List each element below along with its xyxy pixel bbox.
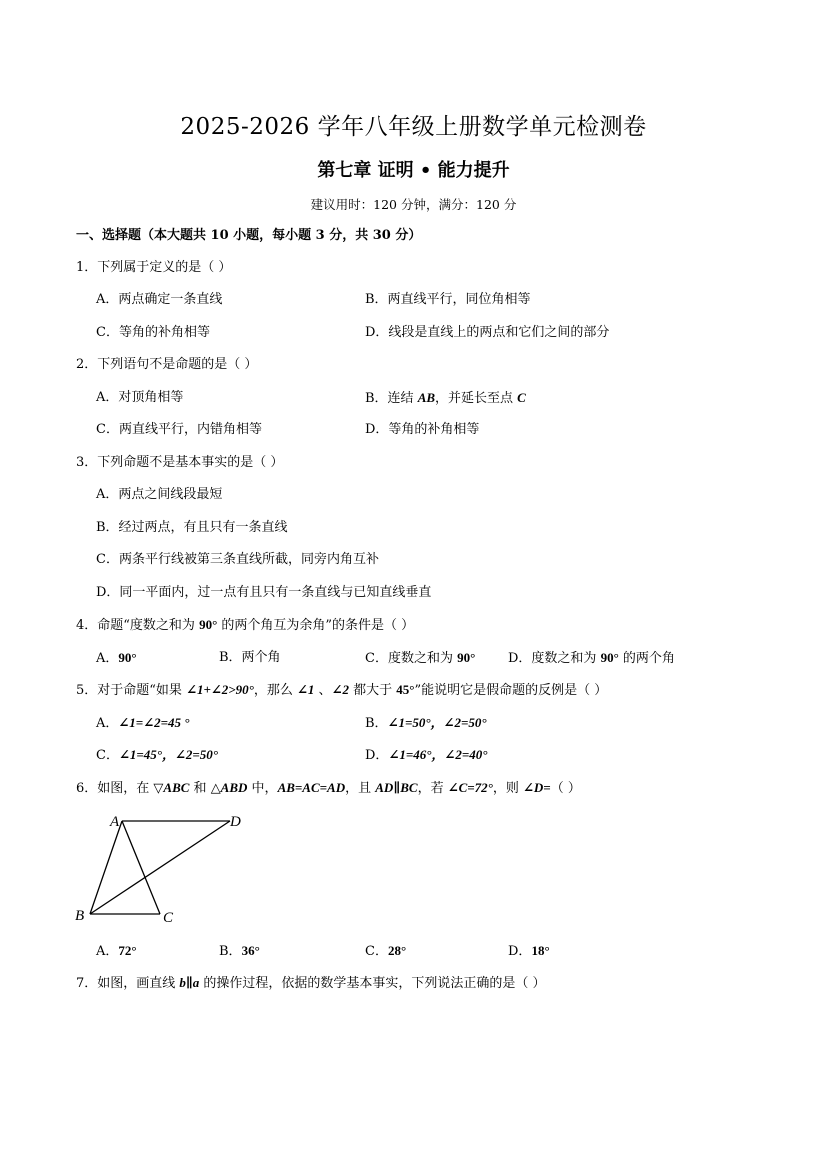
point-c-label: C (163, 910, 174, 926)
question-6-option-a: A．72° (96, 943, 137, 959)
question-1-stem: 1．下列属于定义的是（ ） (76, 260, 232, 275)
question-4-stem: 4．命题“度数之和为 90° 的两个角互为余角”的条件是（ ） (76, 617, 415, 633)
question-6-figure (70, 806, 260, 931)
point-d-label: D (230, 814, 241, 830)
question-5-option-a: A．∠1=∠2=45 ° (96, 715, 190, 731)
question-5-option-c: C．∠1=45°，∠2=50° (96, 747, 218, 763)
question-4-option-d: D．度数之和为 90° 的两个角 (508, 650, 675, 666)
question-1-option-a: A．两点确定一条直线 (96, 292, 223, 307)
exam-title: 2025-2026 学年八年级上册数学单元检测卷 (180, 114, 647, 140)
question-1-option-c: C．等角的补角相等 (96, 325, 210, 340)
segment-ac (122, 821, 160, 914)
time-score-hint: 建议用时：120 分钟，满分：120 分 (310, 197, 517, 212)
question-4-option-c: C．度数之和为 90° (365, 650, 476, 666)
question-2-stem: 2．下列语句不是命题的是（ ） (76, 357, 258, 372)
question-6-option-d: D．18° (508, 943, 550, 959)
question-4-option-b: B．两个角 (219, 650, 281, 665)
question-3-option-b: B．经过两点，有且只有一条直线 (96, 520, 288, 535)
segment-bd (90, 821, 230, 914)
question-2-option-c: C．两直线平行，内错角相等 (96, 422, 262, 437)
question-5-option-d: D．∠1=46°，∠2=40° (365, 747, 488, 763)
question-7-stem: 7．如图，画直线 b∥a 的操作过程，依据的数学基本事实，下列说法正确的是（ ） (76, 975, 546, 991)
question-3-option-d: D．同一平面内，过一点有且只有一条直线与已知直线垂直 (96, 585, 432, 600)
chapter-subtitle: 第七章 证明 • 能力提升 (317, 160, 510, 181)
section-heading: 一、选择题（本大题共 10 小题，每小题 3 分，共 30 分） (76, 228, 422, 243)
question-1-option-b: B．两直线平行，同位角相等 (365, 292, 531, 307)
question-5-option-b: B．∠1=50°，∠2=50° (365, 715, 487, 731)
point-b-label: B (75, 908, 85, 924)
question-3-stem: 3．下列命题不是基本事实的是（ ） (76, 455, 284, 470)
question-2-option-b: B．连结 AB，并延长至点 C (365, 390, 526, 406)
point-a-label: A (110, 814, 120, 830)
segment-ab (90, 821, 122, 914)
question-2-option-d: D．等角的补角相等 (365, 422, 480, 437)
question-3-option-c: C．两条平行线被第三条直线所截，同旁内角互补 (96, 552, 379, 567)
question-6-stem: 6．如图，在 ▽ABC 和 △ABD 中，AB=AC=AD，且 AD∥BC，若 ∠C=72°，则 ∠D=（ ） (76, 780, 581, 796)
question-6-option-b: B．36° (219, 943, 260, 959)
question-3-option-a: A．两点之间线段最短 (96, 487, 223, 502)
question-6-option-c: C．28° (365, 943, 407, 959)
question-1-option-d: D．线段是直线上的两点和它们之间的部分 (365, 325, 610, 340)
question-2-option-a: A．对顶角相等 (96, 390, 184, 405)
question-5-stem: 5．对于命题“如果 ∠1+∠2>90°，那么 ∠1 、∠2 都大于 45°”能说明它是假命题的反例是（ ） (76, 682, 608, 698)
question-4-option-a: A．90° (96, 650, 137, 666)
